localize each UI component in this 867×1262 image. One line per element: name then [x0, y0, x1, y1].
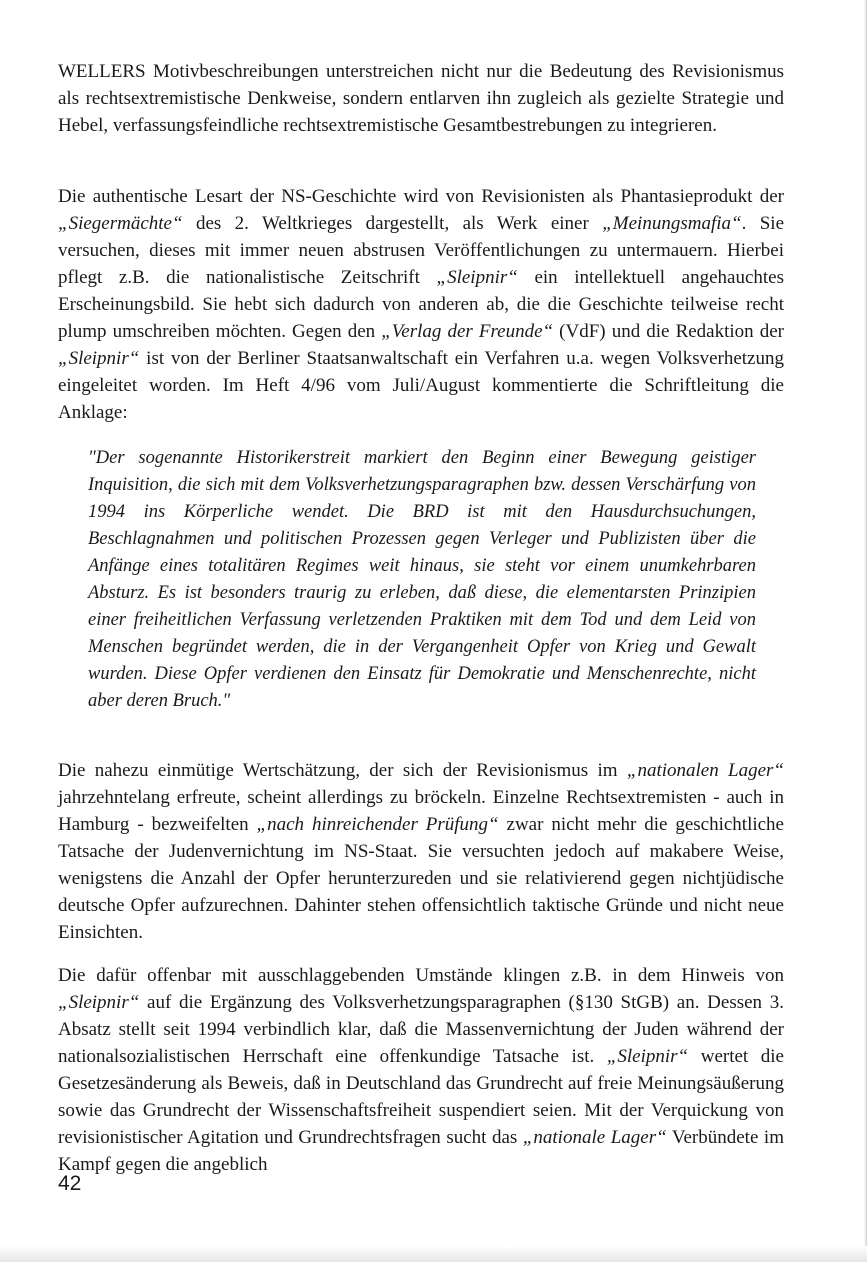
page-number: 42 — [58, 1172, 82, 1195]
text-run: Die dafür offenbar mit ausschlaggebenden Umstände klingen z.B. in dem Hinweis von — [58, 965, 784, 986]
quote-text: "Der sogenannte Historikerstreit markiert den Beginn einer Bewegung geistiger Inquisition, die sich mit dem Volksverhetzungsparagraphen bzw. dessen Verschärfung von 1994 ins Körperliche wendet. Die BRD ist mit den Hausdurchsuchungen, Beschlagnahmen und politischen Prozessen gegen Verleger und Publizisten über die Anfänge eines totalitären Regimes weit hinaus, sie steht vor einem unumkehrbaren Absturz. Es ist besonders traurig zu erleben, daß diese, die elementarsten Prinzipien einer freiheitlichen Verfassung verletzenden Praktiken mit dem Tod und dem Leid von Menschen begründet werden, die in der Vergangenheit Opfer von Krieg und Gewalt wurden. Diese Opfer verdienen den Einsatz für Demokratie und Menschenrechte, nicht aber deren Bruch." — [88, 448, 756, 711]
paragraph-authentic-reading — [58, 183, 784, 426]
text-run: Die nahezu einmütige Wertschätzung, der sich der Revisionismus im — [58, 760, 627, 781]
text-run: ein intellektuell angehauchtes Erscheinungsbild. Sie hebt sich dadurch von anderen ab, die die Geschichte teilweise recht plump umschreiben möchten. Gegen den — [58, 267, 784, 342]
page-bottom-shadow — [0, 1246, 867, 1262]
italic-term: „Sleipnir“ — [606, 1046, 689, 1067]
italic-term: „Verlag der Freunde“ — [381, 321, 554, 342]
italic-term: „Siegermächte“ — [58, 213, 183, 234]
italic-term: „Meinungsmafia“ — [602, 213, 742, 234]
text-run: Die authentische Lesart der NS-Geschichte wird von Revisionisten als Phantasieprodukt der — [58, 186, 784, 207]
italic-term: „Sleipnir“ — [58, 348, 140, 369]
text-run: zwar nicht mehr die geschichtliche Tatsache der Judenvernichtung im NS-Staat. Sie versuchten jedoch auf makabere Weise, wenigstens die Anzahl der Opfer herunterzureden und sie relativierend gegen nichtjüdische deutsche Opfer aufzurechnen. Dahinter stehen offensichtlich taktische Gründe und nicht neue Einsichten. — [58, 814, 784, 943]
text-run: ist von der Berliner Staatsanwaltschaft ein Verfahren u.a. wegen Volksverhetzung eingeleitet worden. Im Heft 4/96 vom Juli/August kommentierte die Schriftleitung die Anklage: — [58, 348, 784, 423]
paragraph-national-camp — [58, 757, 784, 946]
italic-term: „Sleipnir“ — [58, 992, 140, 1013]
text-run: wertet die Gesetzesänderung als Beweis, daß in Deutschland das Grundrecht auf freie Meinungsäußerung sowie das Grundrecht der Wissenschaftsfreiheit suspendiert seien. Mit der Verquickung von revisionistischer Agitation und Grundrechtsfragen sucht das — [58, 1046, 784, 1148]
text-run: Verbündete im Kampf gegen die angeblich — [58, 1127, 784, 1175]
text-run: . Sie versuchen, dieses mit immer neuen abstrusen Veröffentlichungen zu untermauern. Hierbei pflegt z.B. die nationalistische Zeitschrift — [58, 213, 785, 288]
italic-term: „nationalen Lager“ — [626, 760, 784, 781]
paragraph-text: WELLERS Motivbeschreibungen unterstreichen nicht nur die Bedeutung des Revisionismus als rechtsextremistische Denkweise, sondern entlarven ihn zugleich als gezielte Strategie und Hebel, verfassungsfeindliche rechtsextremistische Gesamtbestrebungen zu integrieren. — [58, 61, 784, 136]
italic-term: „nationale Lager“ — [522, 1127, 667, 1148]
sleipnir-quote — [88, 445, 756, 715]
text-run: jahrzehntelang erfreute, scheint allerdings zu bröckeln. Einzelne Rechtsextremisten - auch in Hamburg - bezweifelten — [58, 787, 784, 835]
italic-term: „nach hinreichender Prüfung“ — [256, 814, 499, 835]
text-run: auf die Ergänzung des Volksverhetzungsparagraphen (§130 StGB) an. Dessen 3. Absatz stellt seit 1994 verbindlich klar, daß die Massenvernichtung der Juden während der nationalsozialistischen Herrschaft eine offenkundige Tatsache ist. — [58, 992, 784, 1067]
paragraph-circumstances — [58, 962, 784, 1178]
italic-term: „Sleipnir“ — [436, 267, 518, 288]
paragraph-wellers-motives — [58, 58, 784, 139]
text-run: des 2. Weltkrieges dargestellt, als Werk einer — [182, 213, 603, 234]
text-run: (VdF) und die Redaktion der — [553, 321, 784, 342]
